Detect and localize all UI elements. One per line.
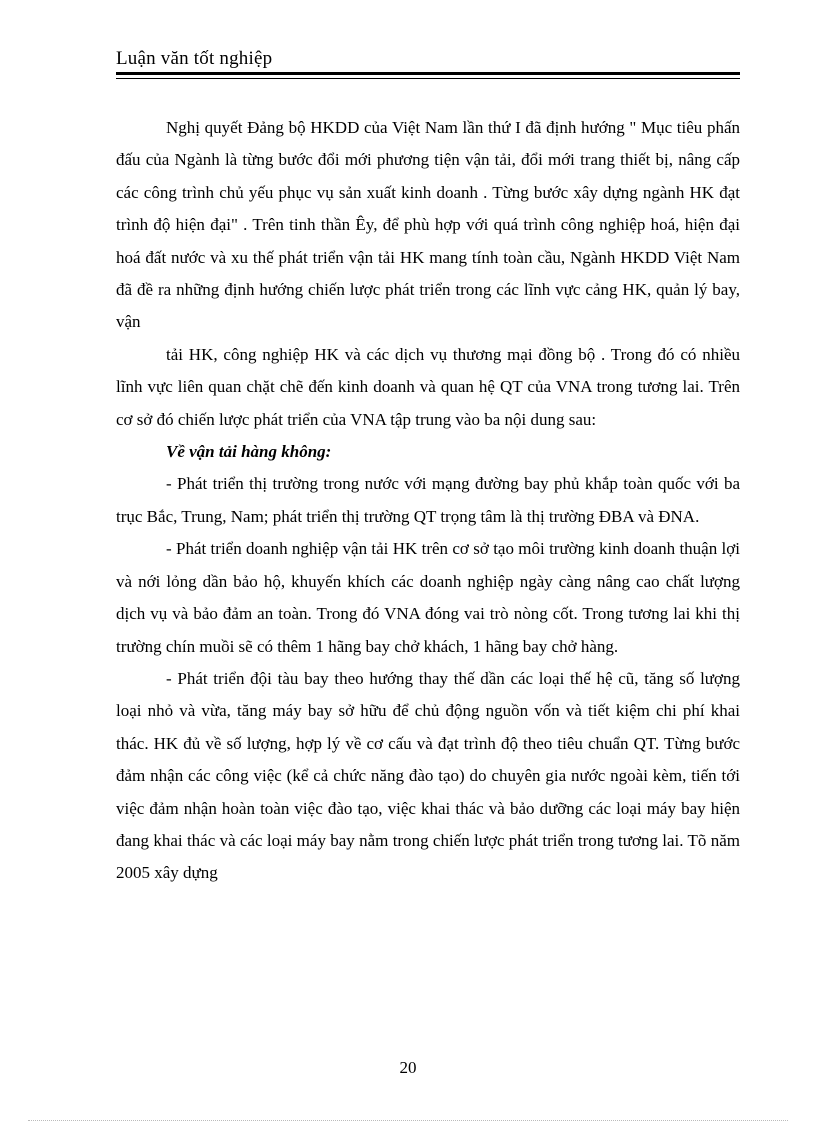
- page-header: [116, 46, 740, 72]
- document-title: Luận văn tốt nghiệp: [116, 48, 273, 69]
- page-number: 20: [399, 1058, 417, 1077]
- paragraph-bullet-enterprise: - Phát triển doanh nghiệp vận tải HK trên cơ sở tạo môi trường kinh doanh thuận lợi và nới lỏng dần bảo hộ, khuyến khích các doanh nghiệp ngày càng nâng cao chất lượng dịch vụ và bảo đảm an toàn. Trong đó VNA đóng vai trò nòng cốt. Trong tương lai khi thị trường chín muồi sẽ có thêm 1 hãng bay chở khách, 1 hãng bay chở hàng.: [116, 539, 740, 656]
- header-rule-thick: [116, 72, 740, 75]
- paragraph-bullet-fleet: - Phát triển đội tàu bay theo hướng thay thế dần các loại thế hệ cũ, tăng số lượng loại nhỏ và vừa, tăng máy bay sở hữu để chủ động nguồn vốn và tiết kiệm chi phí khai thác. HK đủ về số lượng, hợp lý về cơ cấu và đạt trình độ theo tiêu chuẩn QT. Từng bước đảm nhận các công việc (kể cả chức năng đào tạo) do chuyên gia nước ngoài kèm, tiến tới việc đảm nhận hoàn toàn việc đào tạo, việc khai thác và bảo dưỡng các loại máy bay hiện đang khai thác và các loại máy bay nằm trong chiến lược phát triển trong tương lai. Tõ năm 2005 xây dựng: [116, 668, 740, 883]
- paragraph-intro: Nghị quyết Đảng bộ HKDD của Việt Nam lần thứ I đã định hướng " Mục tiêu phấn đấu của Ngành là từng bước đổi mới phương tiện vận tải, đổi mới trang thiết bị, nâng cấp các công trình chủ yếu phục vụ sản xuất kinh doanh . Từng bước xây dựng ngành HK đạt trình độ hiện đại" . Trên tinh thần Êy, để phù hợp với quá trình công nghiệp hoá, hiện đại hoá đất nước và xu thế phát triển vận tải HK mang tính toàn cầu, Ngành HKDD Việt Nam đã đề ra những định hướng chiến lược phát triển trong các lĩnh vực cảng HK, quản lý bay, vận: [116, 118, 740, 332]
- paragraph-strategy: tải HK, công nghiệp HK và các dịch vụ thương mại đồng bộ . Trong đó có nhiều lĩnh vực liên quan chặt chẽ đến kinh doanh và quan hệ QT của VNA trong tương lai. Trên cơ sở đó chiến lược phát triển của VNA tập trung vào ba nội dung sau:: [116, 344, 740, 429]
- paragraph-bullet-market: - Phát triển thị trường trong nước với mạng đường bay phủ khắp toàn quốc với ba trục Bắc, Trung, Nam; phát triển thị trường QT trọng tâm là thị trường ĐBA và ĐNA.: [116, 474, 740, 526]
- section-heading: Về vận tải hàng không:: [166, 442, 332, 462]
- footer-divider: [28, 1120, 788, 1121]
- page-body: [116, 112, 740, 890]
- header-rule-thin: [116, 78, 740, 79]
